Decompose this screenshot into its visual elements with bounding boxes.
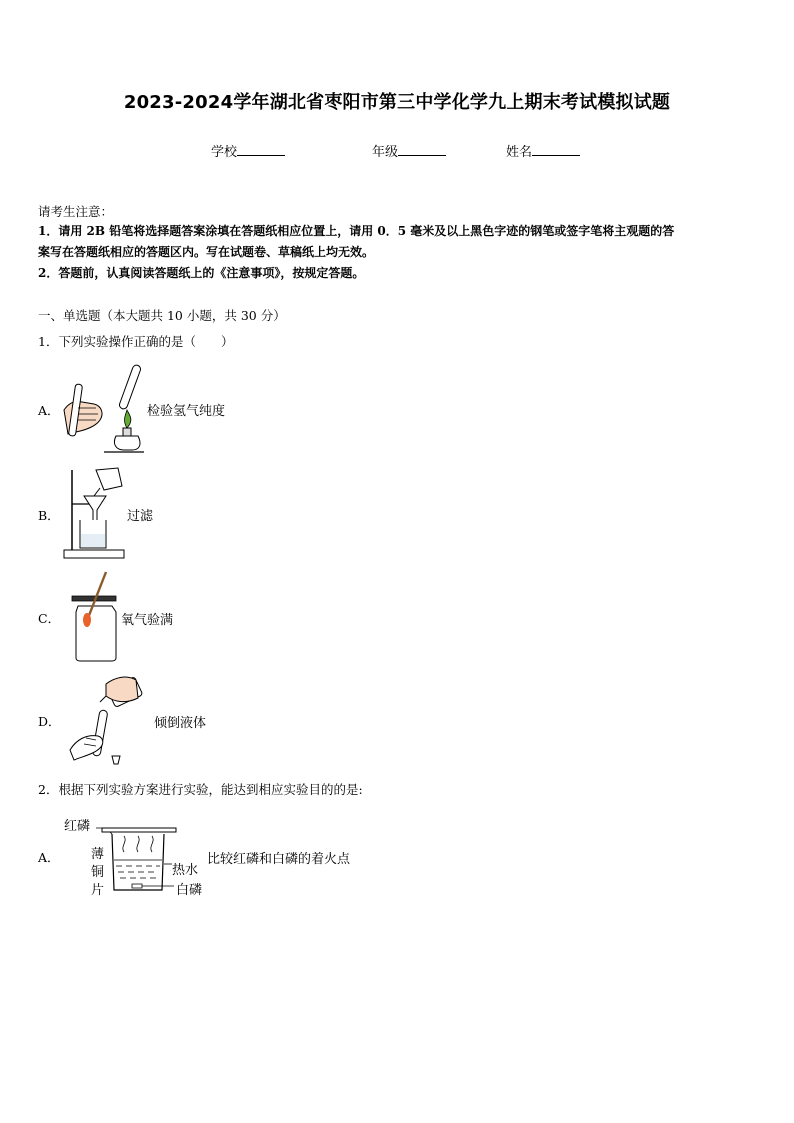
- q1-option-a-letter: A．: [38, 403, 60, 418]
- notice-heading: 请考生注意：: [38, 204, 114, 219]
- phosphorus-combustion-illustration: [92, 820, 182, 894]
- q1-option-a-caption: 检验氢气纯度: [147, 404, 226, 419]
- school-label: 学校: [211, 145, 238, 160]
- q2-stem: 2．根据下列实验方案进行实验，能达到相应实验目的的是:: [38, 782, 363, 797]
- name-label: 姓名: [506, 145, 533, 160]
- hot-water-label: 热水: [172, 863, 199, 878]
- grade-label: 年级: [372, 145, 399, 160]
- q1-option-d-caption: 倾倒液体: [154, 716, 207, 731]
- filtration-illustration: [62, 466, 128, 562]
- q1-option-b-caption: 过滤: [127, 509, 154, 524]
- oxygen-full-test-illustration: [72, 572, 120, 664]
- grade-blank: [398, 143, 446, 156]
- q1-option-c-letter: C．: [38, 611, 61, 626]
- pour-liquid-illustration: [66, 674, 152, 770]
- copper-label-3: 片: [91, 883, 105, 898]
- school-blank: [237, 143, 285, 156]
- notice-item2: 2．答题前，认真阅读答题纸上的《注意事项》，按规定答题。: [38, 266, 365, 280]
- grade-field: [372, 141, 446, 160]
- notice-item1-line1: 1．请用 2B 铅笔将选择题答案涂填在答题纸相应位置上，请用 0．5 毫米及以上黑色字迹的钢笔或签字笔将主观题的答: [38, 224, 675, 238]
- q1-option-c-caption: 氧气验满: [121, 613, 174, 628]
- school-field: [211, 141, 285, 160]
- q1-option-d-letter: D．: [38, 714, 61, 729]
- q2-option-a-caption: 比较红磷和白磷的着火点: [207, 852, 351, 867]
- name-field: [506, 141, 580, 160]
- hydrogen-purity-test-illustration: [60, 364, 145, 454]
- notice-item1-line2: 案写在答题纸相应的答题区内。写在试题卷、草稿纸上均无效。: [38, 245, 375, 259]
- q2-option-a-letter: A．: [38, 850, 60, 865]
- section-heading: 一、单选题（本大题共 10 小题，共 30 分）: [38, 308, 286, 323]
- q1-option-b-letter: B．: [38, 508, 60, 523]
- copper-label-1: 薄: [91, 847, 105, 862]
- q1-stem: 1．下列实验操作正确的是（ ）: [38, 334, 234, 349]
- page-title: 2023-2024学年湖北省枣阳市第三中学化学九上期末考试模拟试题: [123, 92, 671, 113]
- copper-label-2: 铜: [91, 865, 105, 880]
- white-phosphorus-label: 白磷: [176, 883, 203, 898]
- name-blank: [532, 143, 580, 156]
- red-phosphorus-label: 红磷: [64, 819, 91, 834]
